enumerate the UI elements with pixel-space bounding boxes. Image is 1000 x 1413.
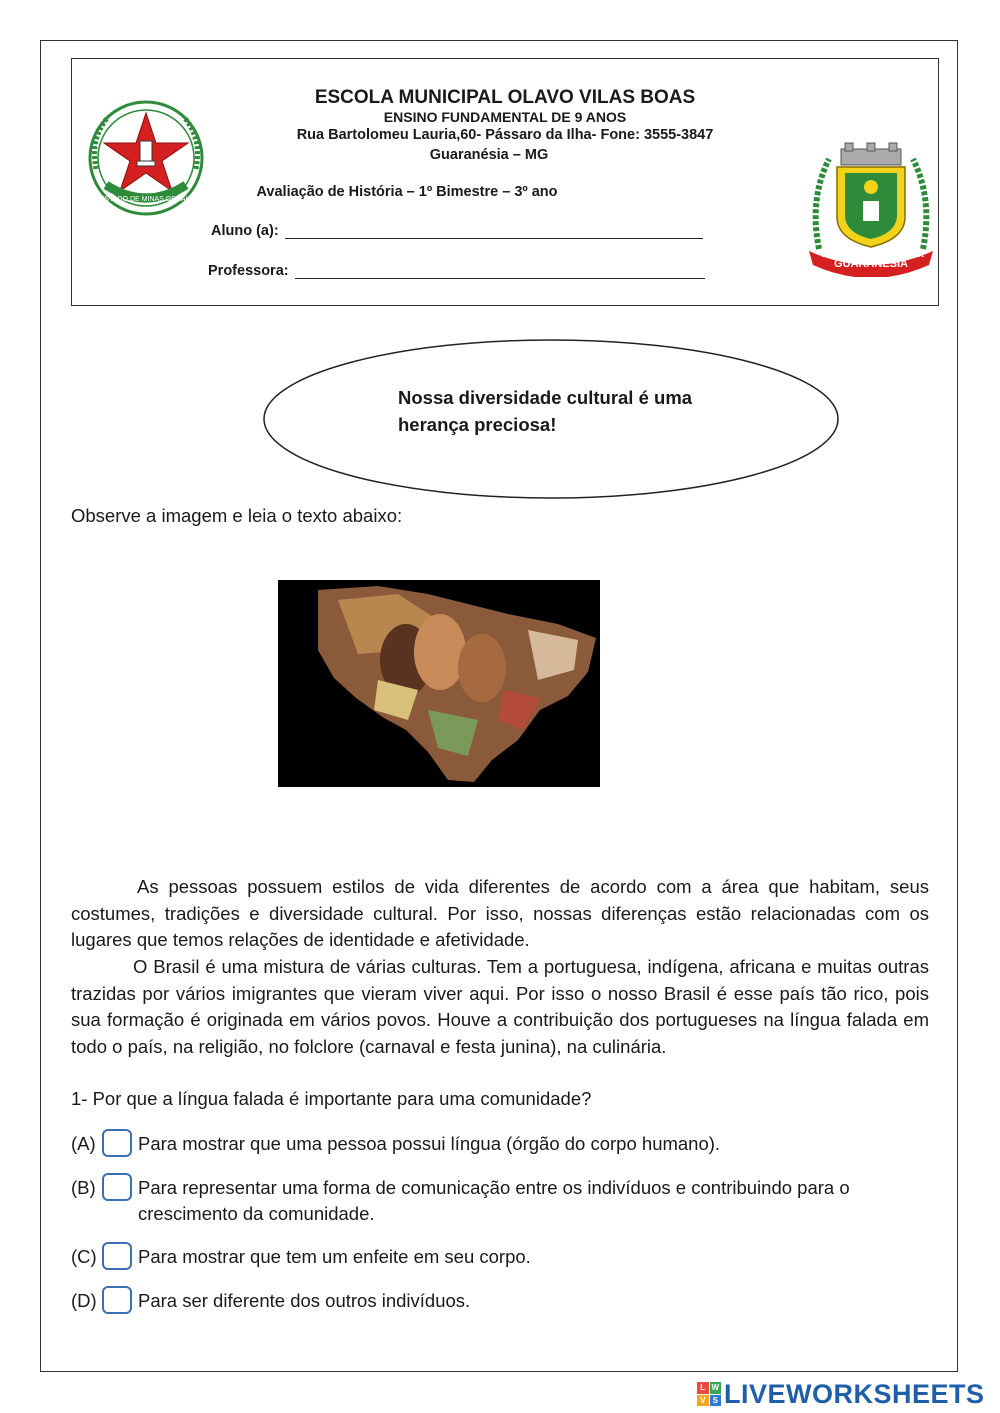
callout-line-1: Nossa diversidade cultural é uma [398,387,693,408]
svg-text:ESTADO DE MINAS GERAIS: ESTADO DE MINAS GERAIS [99,196,193,203]
student-name-line[interactable] [285,224,703,239]
svg-text:1836: 1836 [821,252,837,259]
option-a-text: Para mostrar que uma pessoa possui língua (órgão do corpo humano). [138,1133,721,1154]
paragraph-2 [71,954,929,1060]
option-b-checkbox[interactable] [102,1173,132,1201]
option-d-checkbox[interactable] [102,1286,132,1314]
education-level: ENSINO FUNDAMENTAL DE 9 ANOS [383,109,627,125]
svg-text:GUARANÉSIA: GUARANÉSIA [834,258,908,270]
callout-text [398,384,778,438]
option-a-checkbox[interactable] [102,1129,132,1157]
teacher-name-line[interactable] [295,264,705,279]
svg-text:1901: 1901 [909,252,925,259]
instruction-text: Observe a imagem e leia o texto abaixo: [71,505,403,526]
callout-line-2: herança preciosa! [398,414,557,435]
paragraph-1-text: As pessoas possuem estilos de vida diferentes de acordo com a área que habitam, seus costumes, tradições e diversidade cultural. Por isso, nossas diferenças estão relacionadas com os lugares que temos relações de identidade e afetividade. [71,876,929,951]
option-d-text: Para ser diferente dos outros indivíduos. [138,1290,471,1311]
guaranesia-coat-of-arms [805,139,937,277]
option-a-letter: (A) [71,1133,96,1154]
question-1: 1- Por que a língua falada é importante para uma comunidade? [71,1088,592,1109]
option-b-text: Para representar uma forma de comunicação entre os indivíduos e contribuindo para o crescimento da comunidade. [138,1177,850,1224]
school-city: Guaranésia – MG [429,147,549,163]
header-box [71,58,939,306]
teacher-field [208,263,705,279]
brazil-cultural-map-image [278,580,600,787]
liveworksheets-icon: L W V S [697,1382,721,1406]
paragraph-1 [71,874,929,954]
teacher-label: Professora: [208,263,289,279]
student-label: Aluno (a): [211,223,279,239]
assessment-title: Avaliação de História – 1º Bimestre – 3º ano [256,184,558,200]
option-c-checkbox[interactable] [102,1242,132,1270]
school-address: Rua Bartolomeu Lauria,60- Pássaro da Ilha- Fone: 3555-3847 [296,127,714,143]
student-field [211,223,703,239]
paragraph-2-text: O Brasil é uma mistura de várias culturas. Tem a portuguesa, indígena, africana e muitas outras trazidas por vários imigrantes que vieram viver aqui. Por isso o nosso Brasil é esse país tão rico, pois sua formação é originada em vários povos. Houve a contribuição dos portugueses na língua falada em todo o país, na religião, no folclore (carnaval e festa junina), na culinária. [71,956,929,1057]
option-c-text: Para mostrar que tem um enfeite em seu corpo. [138,1246,531,1267]
school-name: ESCOLA MUNICIPAL OLAVO VILAS BOAS [314,87,696,108]
option-d-letter: (D) [71,1290,97,1311]
liveworksheets-logo[interactable] [697,1378,985,1410]
option-b-letter: (B) [71,1177,96,1198]
option-c-letter: (C) [71,1246,97,1267]
liveworksheets-wordmark: LIVEWORKSHEETS [724,1378,985,1409]
